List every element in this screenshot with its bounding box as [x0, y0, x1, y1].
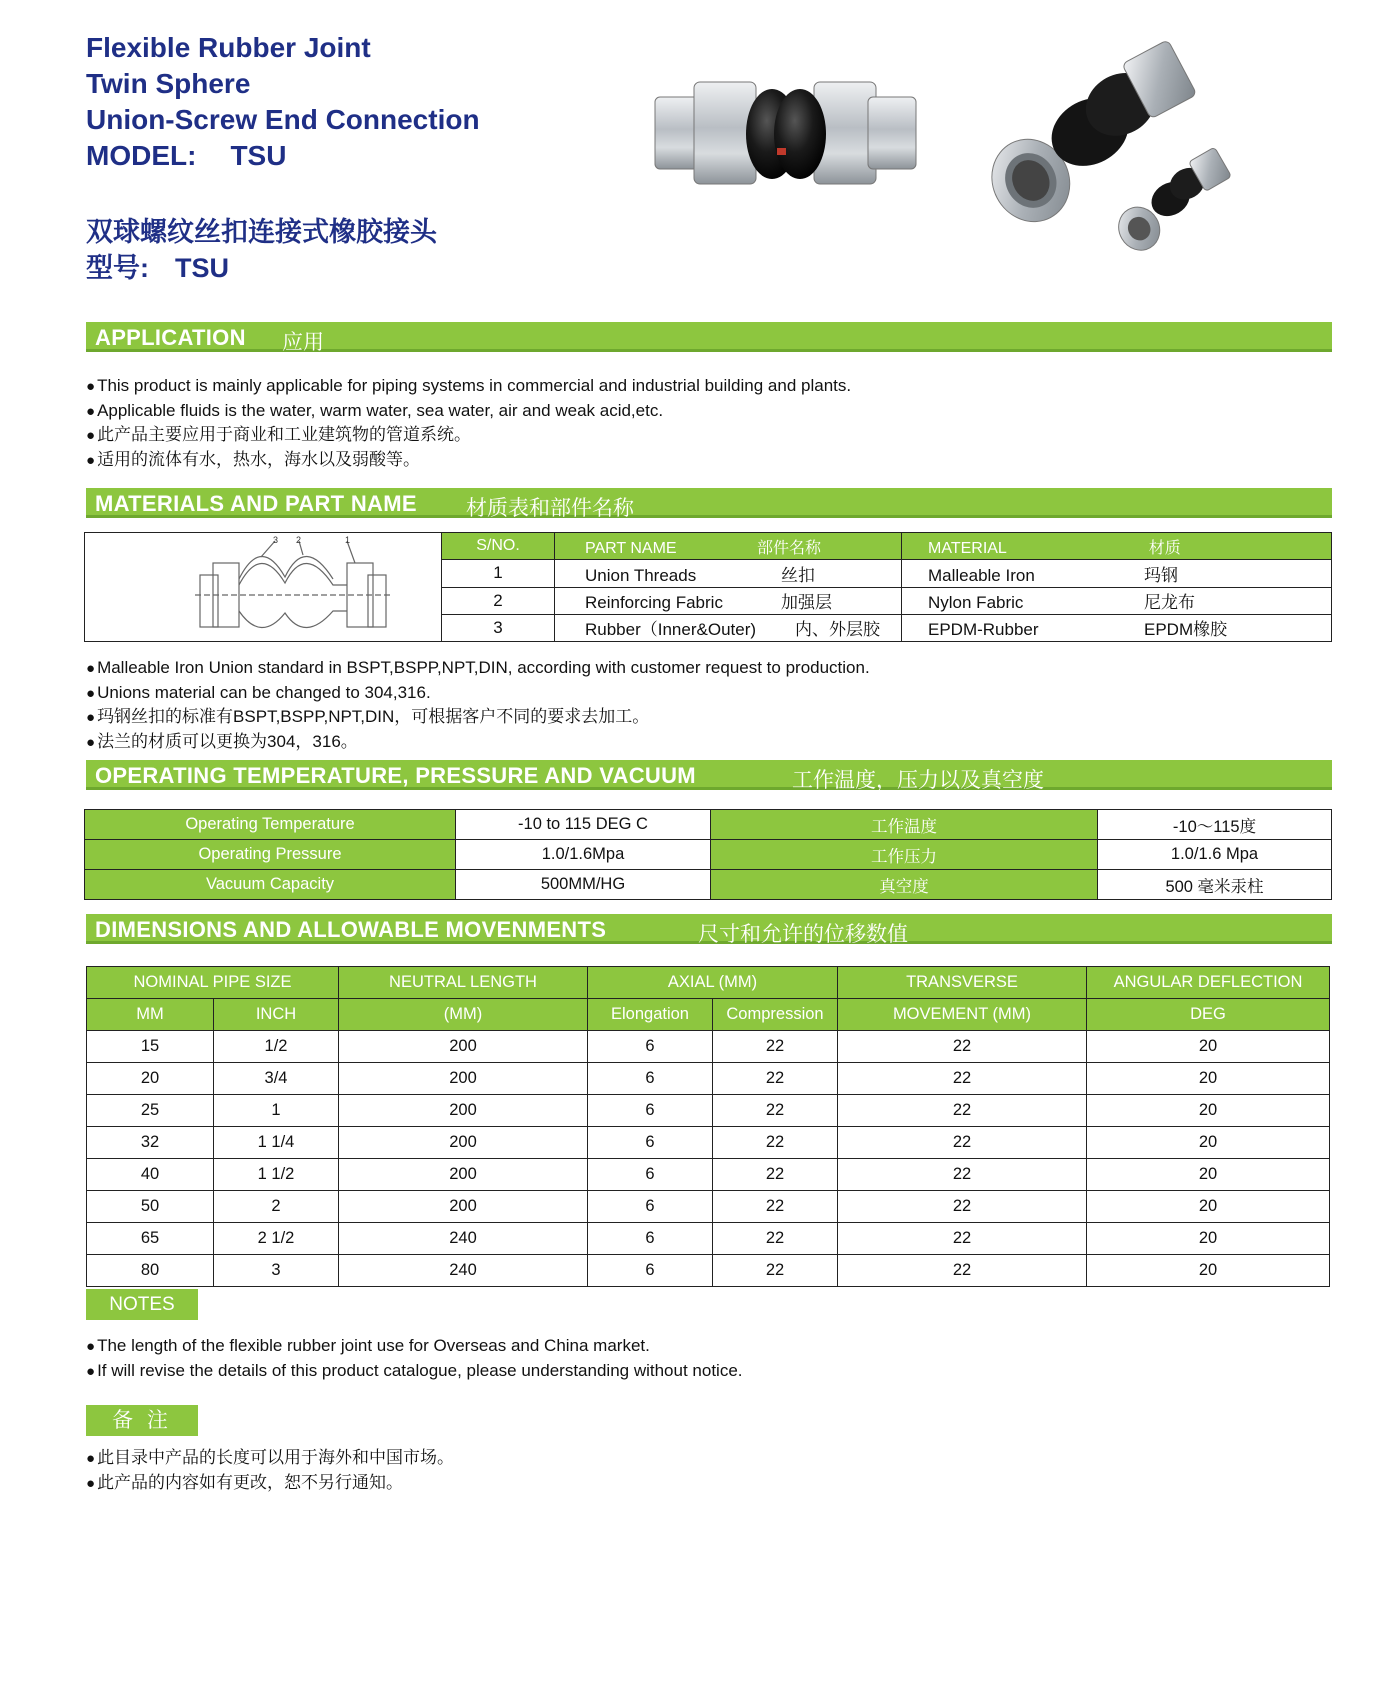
row-material [902, 560, 1332, 587]
dim-cell: 22 [838, 1191, 1087, 1223]
row-material [902, 614, 1332, 641]
dim-cell: 6 [588, 1031, 713, 1063]
table-header-row [85, 533, 1332, 560]
model-value: TSU [230, 140, 287, 171]
materials-heading: MATERIALS AND PART NAME [95, 491, 417, 516]
dim-cell: 25 [87, 1095, 214, 1127]
row-part [555, 587, 902, 614]
header-mm: MM [87, 999, 214, 1031]
notes-list [86, 1334, 743, 1383]
op-value: -10 to 115 DEG C [456, 810, 711, 840]
dim-cell: 22 [838, 1159, 1087, 1191]
cn-title-block [86, 214, 437, 286]
table-header-row [87, 999, 1330, 1031]
op-value-cn: 500 毫米汞柱 [1098, 870, 1332, 900]
materials-notes-list [86, 656, 870, 754]
dim-cell: 6 [588, 1127, 713, 1159]
dim-cell: 22 [838, 1095, 1087, 1127]
table-row [87, 1191, 1330, 1223]
dim-cell: 20 [1087, 1031, 1330, 1063]
header-material [902, 533, 1332, 560]
dim-cell: 20 [1087, 1159, 1330, 1191]
dim-cell: 20 [1087, 1063, 1330, 1095]
dim-cell: 22 [713, 1159, 838, 1191]
table-row [87, 1255, 1330, 1287]
list-item: ● The length of the flexible rubber joint use for Overseas and China market. [86, 1334, 743, 1359]
op-label-cn: 真空度 [711, 870, 1098, 900]
row-part-en: Rubber（Inner&Outer) [585, 620, 757, 640]
header-inch: INCH [214, 999, 339, 1031]
list-item: ● 适用的流体有水，热水，海水以及弱酸等。 [86, 448, 851, 473]
list-item: ● 此目录中产品的长度可以用于海外和中国市场。 [86, 1446, 454, 1471]
model-label: MODEL: [86, 140, 197, 171]
application-list [86, 374, 851, 472]
row-material-en: Malleable Iron [928, 565, 1035, 585]
dim-cell: 200 [339, 1031, 588, 1063]
list-item: ● Malleable Iron Union standard in BSPT,BSPP,NPT,DIN, according with customer request to production. [86, 656, 870, 681]
dim-cell: 32 [87, 1127, 214, 1159]
list-item: ● 法兰的材质可以更换为304，316。 [86, 730, 870, 755]
row-part-cn: 内、外层胶 [795, 620, 880, 640]
header-material-en: MATERIAL [928, 539, 1007, 557]
header-part-name-en: PART NAME [585, 539, 677, 557]
table-row [87, 1223, 1330, 1255]
dim-cell: 22 [713, 1127, 838, 1159]
diagram-callout-2: 2 [296, 535, 302, 545]
table-row [85, 840, 1332, 870]
dim-cell: 200 [339, 1063, 588, 1095]
dim-cell: 6 [588, 1255, 713, 1287]
dim-cell: 6 [588, 1159, 713, 1191]
dim-cell: 240 [339, 1255, 588, 1287]
list-item: ● Unions material can be changed to 304,316. [86, 681, 870, 706]
row-material-cn: 尼龙布 [1144, 593, 1195, 613]
op-label-cn: 工作压力 [711, 840, 1098, 870]
list-item: ● Applicable fluids is the water, warm water, sea water, air and weak acid,etc. [86, 399, 851, 424]
dim-cell: 240 [339, 1223, 588, 1255]
cn-model-label: 型号: [86, 253, 149, 283]
table-row [87, 1095, 1330, 1127]
row-sno: 1 [442, 560, 555, 587]
dim-cell: 20 [87, 1063, 214, 1095]
model-line [86, 138, 480, 174]
table-row [85, 810, 1332, 840]
dim-cell: 6 [588, 1223, 713, 1255]
row-sno: 3 [442, 614, 555, 641]
op-value: 500MM/HG [456, 870, 711, 900]
header-neutral-length: NEUTRAL LENGTH [339, 967, 588, 999]
notes-cn-list [86, 1446, 454, 1495]
header-nominal-pipe-size: NOMINAL PIPE SIZE [87, 967, 339, 999]
row-material-cn: 玛钢 [1144, 565, 1178, 585]
header-neutral-unit: (MM) [339, 999, 588, 1031]
dim-cell: 22 [713, 1223, 838, 1255]
dim-cell: 200 [339, 1191, 588, 1223]
cn-model-value: TSU [175, 253, 229, 283]
cn-product-title: 双球螺纹丝扣连接式橡胶接头 [86, 217, 437, 247]
dim-cell: 1 [214, 1095, 339, 1127]
notes-tag: NOTES [86, 1289, 198, 1320]
dim-cell: 6 [588, 1095, 713, 1127]
row-part-cn: 丝扣 [781, 565, 815, 585]
operating-heading: OPERATING TEMPERATURE, PRESSURE AND VACUUM [95, 763, 696, 788]
row-material-cn: EPDM橡胶 [1144, 620, 1228, 640]
row-sno: 2 [442, 587, 555, 614]
row-part-en: Union Threads [585, 565, 697, 585]
dim-cell: 80 [87, 1255, 214, 1287]
product-subtitle: Twin Sphere [86, 68, 251, 99]
header-transverse: TRANSVERSE [838, 967, 1087, 999]
dim-cell: 3 [214, 1255, 339, 1287]
rubber-joint-diagram [85, 533, 441, 641]
notes-cn-tag: 备 注 [86, 1405, 198, 1436]
dim-cell: 200 [339, 1127, 588, 1159]
row-material-en: Nylon Fabric [928, 593, 1024, 613]
dim-cell: 22 [838, 1031, 1087, 1063]
dim-cell: 20 [1087, 1223, 1330, 1255]
dim-cell: 200 [339, 1095, 588, 1127]
dim-cell: 22 [838, 1063, 1087, 1095]
diagram-callout-1: 1 [345, 535, 351, 545]
materials-section-bar [86, 488, 1332, 518]
op-value: 1.0/1.6Mpa [456, 840, 711, 870]
op-label-cn: 工作温度 [711, 810, 1098, 840]
dim-cell: 6 [588, 1063, 713, 1095]
dim-cell: 20 [1087, 1095, 1330, 1127]
row-part [555, 614, 902, 641]
dim-cell: 1/2 [214, 1031, 339, 1063]
table-row [87, 1063, 1330, 1095]
list-item: ● 玛钢丝扣的标准有BSPT,BSPP,NPT,DIN，可根据客户不同的要求去加工。 [86, 705, 870, 730]
diagram-callout-3: 3 [273, 535, 279, 545]
op-label: Operating Temperature [85, 810, 456, 840]
dim-cell: 22 [838, 1255, 1087, 1287]
header-part-name [555, 533, 902, 560]
materials-table [84, 532, 1332, 642]
dim-cell: 22 [713, 1095, 838, 1127]
dim-cell: 40 [87, 1159, 214, 1191]
list-item: ● This product is mainly applicable for piping systems in commercial and industrial building and plants. [86, 374, 851, 399]
dim-cell: 2 1/2 [214, 1223, 339, 1255]
dim-cell: 15 [87, 1031, 214, 1063]
header-elongation: Elongation [588, 999, 713, 1031]
op-value-cn: 1.0/1.6 Mpa [1098, 840, 1332, 870]
dim-cell: 22 [713, 1191, 838, 1223]
dim-cell: 1 1/2 [214, 1159, 339, 1191]
table-row [87, 1127, 1330, 1159]
application-heading: APPLICATION [95, 325, 246, 350]
dim-cell: 200 [339, 1159, 588, 1191]
row-part-en: Reinforcing Fabric [585, 593, 723, 613]
header-axial: AXIAL (MM) [588, 967, 838, 999]
product-title: Flexible Rubber Joint [86, 32, 371, 63]
header-deg: DEG [1087, 999, 1330, 1031]
list-item: ● 此产品主要应用于商业和工业建筑物的管道系统。 [86, 423, 851, 448]
list-item: ● 此产品的内容如有更改，恕不另行通知。 [86, 1471, 454, 1496]
header-compression: Compression [713, 999, 838, 1031]
product-connection: Union-Screw End Connection [86, 104, 480, 135]
application-section-bar [86, 322, 1332, 352]
dim-cell: 3/4 [214, 1063, 339, 1095]
dim-cell: 20 [1087, 1191, 1330, 1223]
dimensions-heading-cn: 尺寸和允许的位移数值 [698, 923, 908, 946]
row-part [555, 560, 902, 587]
dimensions-table [86, 966, 1330, 1287]
table-row [85, 870, 1332, 900]
dim-cell: 50 [87, 1191, 214, 1223]
header-part-name-cn: 部件名称 [757, 539, 822, 557]
dim-cell: 22 [713, 1063, 838, 1095]
dim-cell: 20 [1087, 1127, 1330, 1159]
dim-cell: 22 [713, 1031, 838, 1063]
title-block [86, 30, 480, 174]
dim-cell: 6 [588, 1191, 713, 1223]
dimensions-heading: DIMENSIONS AND ALLOWABLE MOVENMENTS [95, 917, 607, 942]
materials-heading-cn: 材质表和部件名称 [466, 497, 634, 520]
dim-cell: 22 [838, 1127, 1087, 1159]
row-material [902, 587, 1332, 614]
operating-section-bar [86, 760, 1332, 790]
table-header-row [87, 967, 1330, 999]
rubber-joint-diagram-cell [85, 533, 442, 642]
row-material-en: EPDM-Rubber [928, 620, 1039, 640]
product-photo-front [650, 52, 920, 202]
dim-cell: 22 [713, 1255, 838, 1287]
product-photo-angled [970, 32, 1240, 252]
dim-cell: 20 [1087, 1255, 1330, 1287]
list-item: ● If will revise the details of this product catalogue, please understanding without notice. [86, 1359, 743, 1384]
header-movement: MOVEMENT (MM) [838, 999, 1087, 1031]
dim-cell: 22 [838, 1223, 1087, 1255]
header-material-cn: 材质 [1148, 539, 1181, 557]
table-row [87, 1159, 1330, 1191]
header-angular-deflection: ANGULAR DEFLECTION [1087, 967, 1330, 999]
table-row [87, 1031, 1330, 1063]
header-sno: S/NO. [442, 533, 555, 560]
operating-table [84, 809, 1332, 900]
dim-cell: 1 1/4 [214, 1127, 339, 1159]
dim-cell: 65 [87, 1223, 214, 1255]
op-value-cn: -10～115度 [1098, 810, 1332, 840]
operating-heading-cn: 工作温度，压力以及真空度 [792, 769, 1044, 792]
dim-cell: 2 [214, 1191, 339, 1223]
cn-model-line [86, 250, 437, 286]
application-heading-cn: 应用 [282, 331, 324, 354]
op-label: Vacuum Capacity [85, 870, 456, 900]
row-part-cn: 加强层 [781, 593, 832, 613]
op-label: Operating Pressure [85, 840, 456, 870]
dimensions-section-bar [86, 914, 1332, 944]
